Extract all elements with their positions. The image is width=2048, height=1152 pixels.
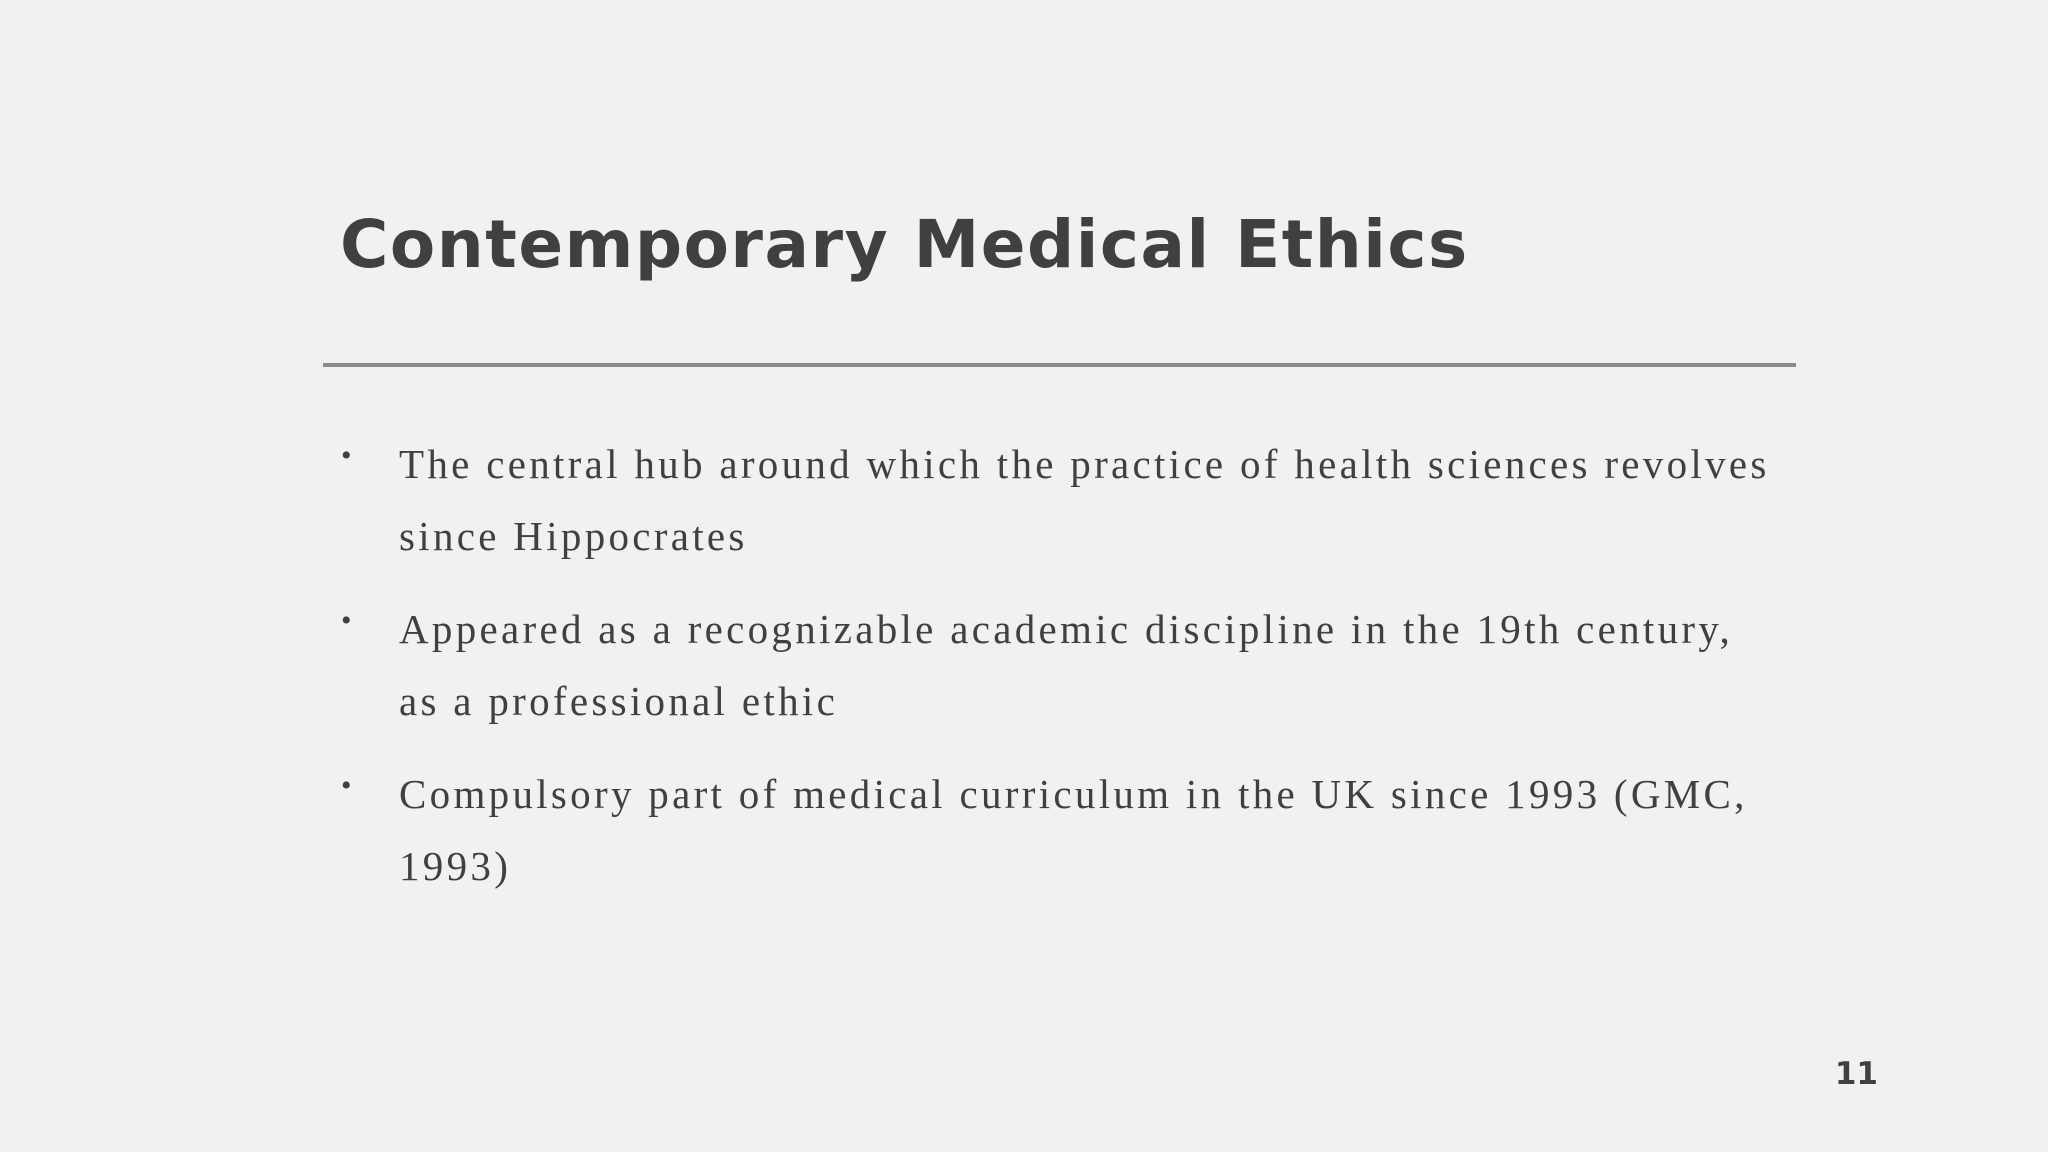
title-divider <box>323 363 1796 367</box>
bullet-text: Appeared as a recognizable academic discipline in the 19th century, as a professional ethic <box>399 606 1734 724</box>
page-number: 11 <box>1834 1056 1878 1092</box>
slide-title: Contemporary Medical Ethics <box>340 206 1469 283</box>
bullet-marker: • <box>341 604 355 637</box>
bullet-item <box>340 428 1780 572</box>
bullet-text: The central hub around which the practice of health sciences revolves since Hippocrates <box>399 441 1770 559</box>
bullet-list <box>340 428 1780 923</box>
bullet-item <box>340 593 1780 737</box>
bullet-marker: • <box>341 769 355 802</box>
bullet-item <box>340 758 1780 902</box>
bullet-marker: • <box>341 439 355 472</box>
bullet-text: Compulsory part of medical curriculum in the UK since 1993 (GMC, 1993) <box>399 771 1748 889</box>
